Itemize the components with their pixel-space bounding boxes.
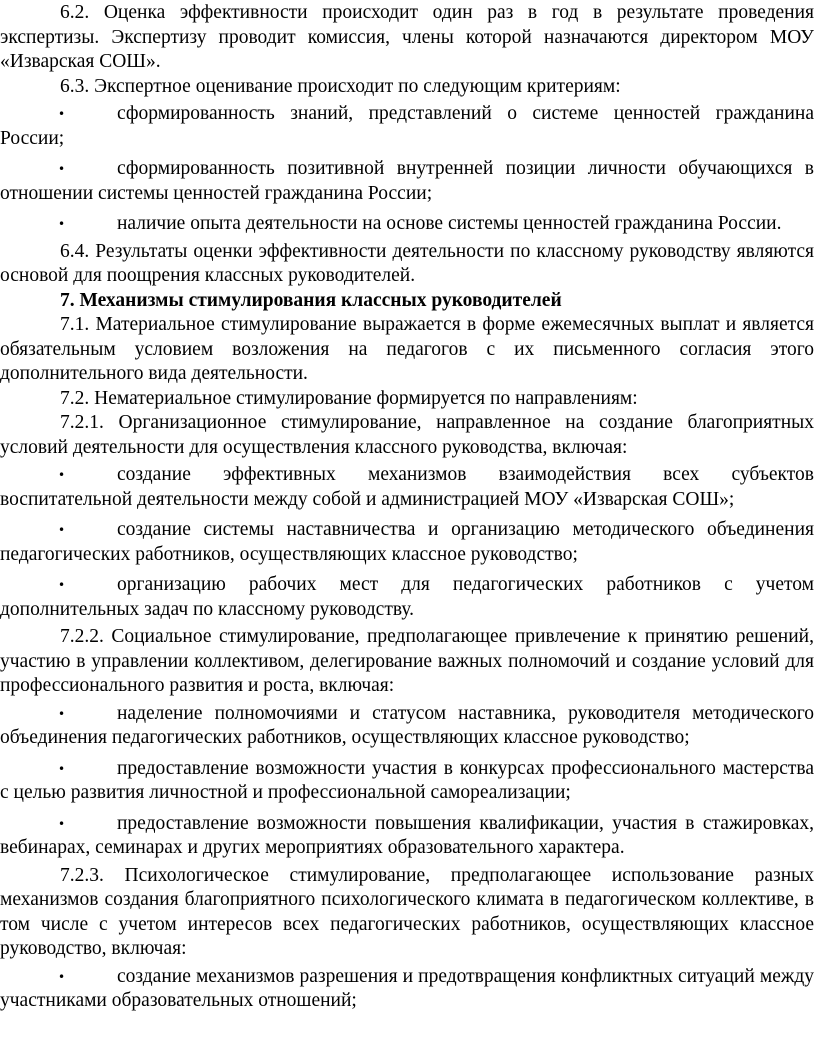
- bullet-icon: •: [58, 706, 66, 721]
- paragraph-7-2-2: 7.2.2. Социальное стимулирование, предполагающее привлечение к принятию решений, участию в управлении коллективом, делегирование важных полномочий и создание условий для профессионального развития и роста, включая:: [0, 626, 814, 696]
- paragraph-6-4: 6.4. Результаты оценки эффективности деятельности по классному руководству являются основой для поощрения классных руководителей.: [0, 240, 814, 286]
- bullet-icon: •: [58, 468, 66, 482]
- bullet-icon: •: [58, 578, 66, 592]
- paragraph-6-3: 6.3. Экспертное оценивание происходит по следующим критериям:: [60, 75, 621, 97]
- list-item: [0, 460, 814, 515]
- list-item: [0, 570, 814, 625]
- paragraph-7-2-3: 7.2.3. Психологическое стимулирование, предполагающее использование разных механизмов создания благоприятного психологического климата в педагогическом коллективе, в том числе с учетом интересов всех педагогических работников, осуществляющих классное руководство, включая:: [0, 864, 814, 959]
- bullet-icon: •: [58, 816, 66, 831]
- paragraph-7-2-1: 7.2.1. Организационное стимулирование, направленное на создание благоприятных условий деятельности для осуществления классного руководства, включая:: [0, 412, 814, 458]
- list-item-text: создание механизмов разрешения и предотвращения конфликтных ситуаций между участниками образовательных отношений;: [0, 965, 814, 1011]
- list-item: [0, 99, 814, 154]
- list-item: [0, 515, 814, 570]
- list-item: [0, 154, 814, 209]
- list-item-text: организацию рабочих мест для педагогических работников с учетом дополнительных задач по классному руководству.: [0, 574, 814, 620]
- list-item-text: предоставление возможности участия в конкурсах профессионального мастерства с целью развития личностной и профессиональной самореализации;: [0, 757, 814, 803]
- bullet-icon: •: [58, 217, 66, 231]
- list-item-text: предоставление возможности повышения квалификации, участия в стажировках, вебинарах, семинарах и других мероприятиях образовательного характера.: [0, 812, 814, 858]
- list-item-text: сформированность позитивной внутренней позиции личности обучающихся в отношении системы ценностей гражданина России;: [0, 158, 814, 204]
- paragraph-6-2: 6.2. Оценка эффективности происходит один раз в год в результате проведения экспертизы. Экспертизу проводит комиссия, члены которой назначаются директором МОУ «Изварская СОШ».: [0, 2, 814, 72]
- paragraph-7-2: 7.2. Нематериальное стимулирование формируется по направлениям:: [60, 387, 638, 409]
- bullet-icon: •: [58, 761, 66, 776]
- bullet-icon: •: [58, 162, 66, 176]
- bullet-icon: •: [58, 523, 66, 537]
- section-heading: 7. Механизмы стимулирования классных руководителей: [60, 289, 562, 311]
- list-item: [0, 809, 814, 864]
- list-item: [0, 209, 814, 240]
- bullet-icon: •: [58, 107, 66, 121]
- bullet-icon: •: [58, 969, 66, 984]
- list-item-text: создание эффективных механизмов взаимодействия всех субъектов воспитательной деятельности между собой и администрацией МОУ «Изварская СОШ»;: [0, 464, 814, 510]
- list-item: [0, 962, 814, 1017]
- list-item-text: наделение полномочиями и статусом наставника, руководителя методического объединения педагогических работников, осуществляющих классное руководство;: [0, 702, 814, 748]
- list-item-text: сформированность знаний, представлений о системе ценностей гражданина России;: [0, 103, 814, 149]
- paragraph-7-1: 7.1. Материальное стимулирование выражается в форме ежемесячных выплат и является обязательным условием возложения на педагогов с их письменного согласия этого дополнительного вида деятельности.: [0, 314, 814, 384]
- list-item: [0, 699, 814, 754]
- list-item-text: наличие опыта деятельности на основе системы ценностей гражданина России.: [117, 213, 782, 234]
- list-item: [0, 754, 814, 809]
- list-item-text: создание системы наставничества и организацию методического объединения педагогических работников, осуществляющих классное руководство;: [0, 519, 814, 565]
